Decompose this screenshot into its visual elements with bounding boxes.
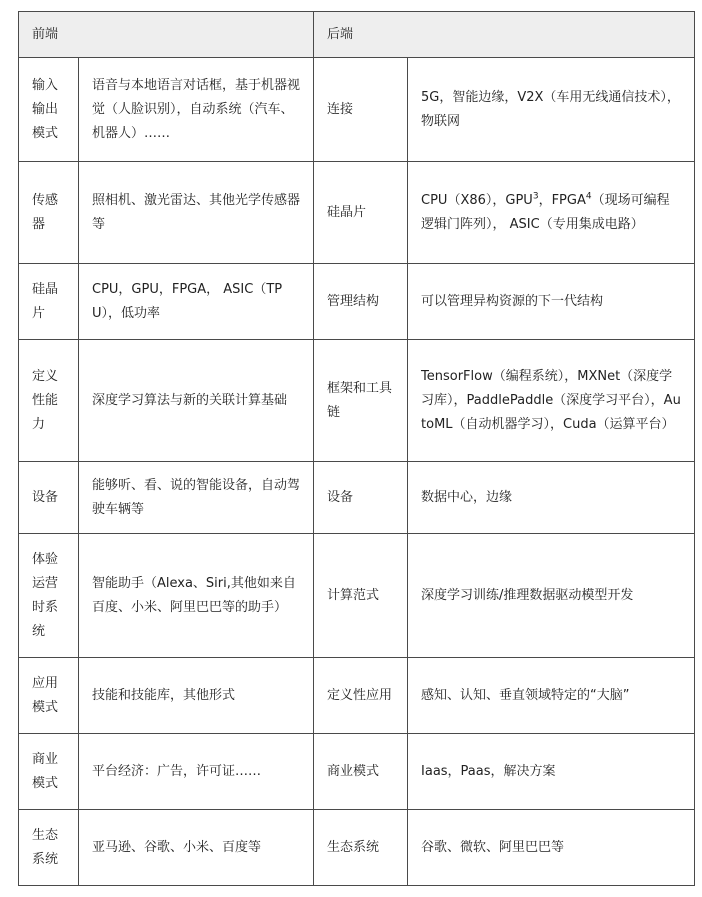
front-label: 商业模式 [19, 734, 79, 810]
front-value: CPU，GPU，FPGA， ASIC（TPU），低功率 [79, 264, 314, 340]
back-value: 可以管理异构资源的下一代结构 [408, 264, 695, 340]
front-value: 平台经济：广告，许可证…… [79, 734, 314, 810]
back-value: Iaas，Paas，解决方案 [408, 734, 695, 810]
front-value: 深度学习算法与新的关联计算基础 [79, 340, 314, 462]
header-back: 后端 [314, 12, 695, 58]
front-value: 亚马逊、谷歌、小米、百度等 [79, 810, 314, 886]
back-value-part: ，FPGA [538, 192, 586, 208]
front-label: 应用模式 [19, 658, 79, 734]
back-value: 感知、认知、垂直领域特定的“大脑” [408, 658, 695, 734]
back-value: 数据中心，边缘 [408, 462, 695, 534]
table-row [19, 810, 695, 886]
back-value-part: CPU（X86），GPU [421, 192, 533, 208]
table-row [19, 462, 695, 534]
back-label: 商业模式 [314, 734, 408, 810]
table-row [19, 162, 695, 264]
header-front: 前端 [19, 12, 314, 58]
front-value: 智能助手（Alexa、Siri,其他如来自百度、小米、阿里巴巴等的助手） [79, 534, 314, 658]
footnote-marker: 3 [532, 191, 539, 202]
back-label: 生态系统 [314, 810, 408, 886]
front-label: 体验运营时系统 [19, 534, 79, 658]
back-label: 框架和工具链 [314, 340, 408, 462]
back-label: 硅晶片 [314, 162, 408, 264]
table-row [19, 58, 695, 162]
table-row [19, 534, 695, 658]
table-row [19, 340, 695, 462]
back-value-part: （现场可编程逻辑门阵列）， ASIC（专用集成电路） [421, 192, 670, 232]
front-label: 设备 [19, 462, 79, 534]
table-row [19, 734, 695, 810]
front-label: 输入输出模式 [19, 58, 79, 162]
table-header-row [19, 12, 695, 58]
front-value: 语音与本地语言对话框，基于机器视觉（人脸识别），自动系统（汽车、机器人）…… [79, 58, 314, 162]
front-value: 技能和技能库，其他形式 [79, 658, 314, 734]
front-label: 生态系统 [19, 810, 79, 886]
front-value: 能够听、看、说的智能设备，自动驾驶车辆等 [79, 462, 314, 534]
back-value: 5G，智能边缘，V2X（车用无线通信技术），物联网 [408, 58, 695, 162]
table-row [19, 264, 695, 340]
footnote-marker: 4 [585, 191, 592, 202]
front-label: 传感器 [19, 162, 79, 264]
back-label: 定义性应用 [314, 658, 408, 734]
comparison-table [18, 11, 695, 886]
back-label: 连接 [314, 58, 408, 162]
back-value [408, 162, 695, 264]
front-value: 照相机、激光雷达、其他光学传感器等 [79, 162, 314, 264]
front-label: 硅晶片 [19, 264, 79, 340]
back-value: 深度学习训练/推理数据驱动模型开发 [408, 534, 695, 658]
front-label: 定义性能力 [19, 340, 79, 462]
back-label: 设备 [314, 462, 408, 534]
back-label: 管理结构 [314, 264, 408, 340]
back-label: 计算范式 [314, 534, 408, 658]
back-value: TensorFlow（编程系统），MXNet（深度学习库），PaddlePaddle（深度学习平台），AutoML（自动机器学习），Cuda（运算平台） [408, 340, 695, 462]
back-value: 谷歌、微软、阿里巴巴等 [408, 810, 695, 886]
table-row [19, 658, 695, 734]
